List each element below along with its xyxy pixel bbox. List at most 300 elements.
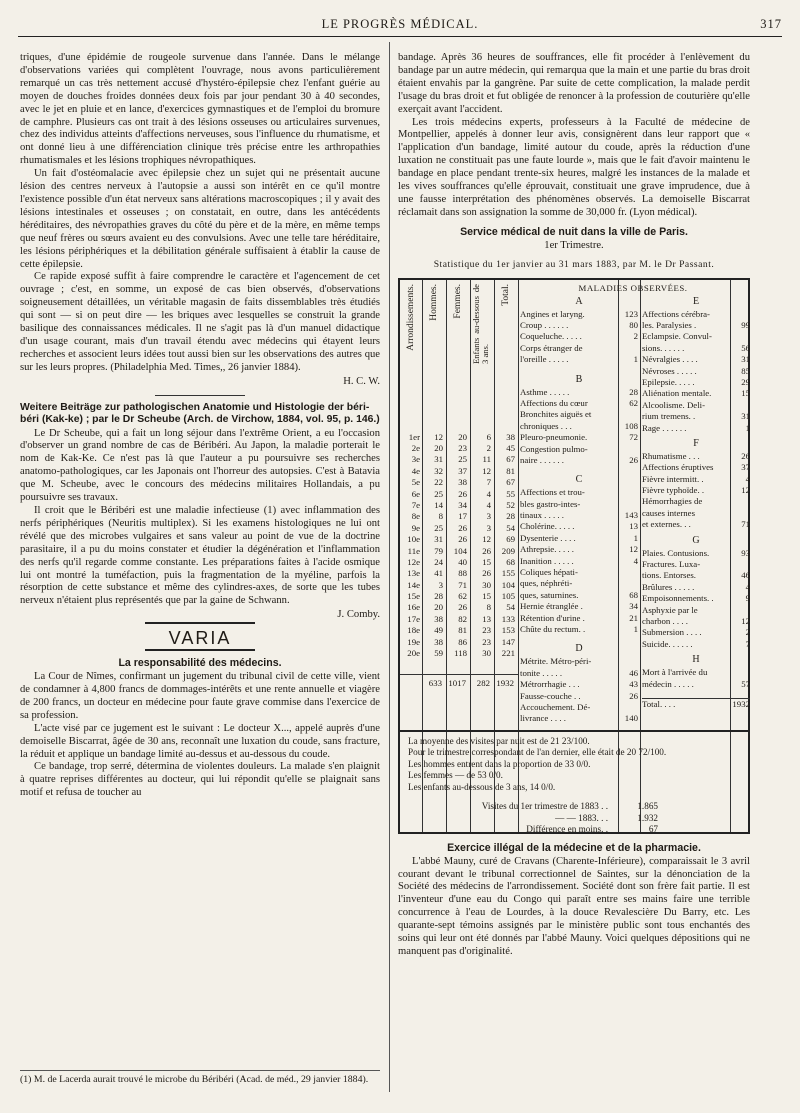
total-cell: 52 — [506, 499, 515, 510]
total-cell: 69 — [506, 534, 515, 545]
summary-line: Pour le trimestre correspondant de l'an dernier, elle était de 20 72/100. — [408, 747, 667, 758]
arrondissement-cell: 1er — [408, 431, 420, 442]
disease-count — [618, 567, 638, 578]
disease-name: Submersion . . . . — [642, 627, 702, 638]
hommes-cell: 25 — [434, 522, 443, 533]
visits-label: Visites du 1er trimestre de 1883 . . — [481, 801, 608, 812]
disease-count: 80 — [629, 319, 638, 330]
grand-total-hommes: 633 — [428, 677, 442, 688]
femmes-cell: 20 — [458, 431, 467, 442]
disease-count: 99 — [741, 319, 750, 330]
varia-rule-bottom — [145, 649, 255, 651]
enfants-cell: 23 — [482, 625, 491, 636]
disease-count: 7 — [745, 638, 750, 649]
visits-label: — — 1883. . . — [555, 812, 608, 823]
total-cell: 155 — [501, 568, 515, 579]
total-cell: 55 — [506, 488, 515, 499]
disease-name: Fièvre typhoïde. . — [642, 485, 705, 496]
disease-count: 12 — [629, 544, 638, 555]
disease-name: Pleuro-pneumonie. — [520, 432, 588, 443]
total-cell: 81 — [506, 465, 515, 476]
disease-name: Aliénation mentale. — [642, 388, 712, 399]
disease-row — [520, 343, 638, 354]
enfants-cell: 2 — [486, 442, 491, 453]
statistique-line: Statistique du 1er janvier au 31 mars 1883, par M. le Dr Passant. — [433, 258, 715, 270]
summary-line: Les femmes — de 53 0/0. — [408, 770, 503, 781]
enfants-cell: 3 — [486, 522, 491, 533]
disease-name: Névroses . . . . . — [642, 365, 697, 376]
total-cell: 153 — [501, 625, 515, 636]
right-paragraph-1: bandage. Après 36 heures de souffrances, elle fit procéder à l'enlèvement du bandage par un autre médecin, qui remarqua que la main et une partie du bras droit étaient envahis par la gangrène. Par suite de cette complication, la malade perdit l'usage du bras droit et fut obligée de renoncer à la profession de couturière qu'elle exerçait avant l'accident. — [398, 52, 750, 115]
disease-count: 71 — [741, 519, 750, 530]
disease-name: Affections du cœur — [520, 397, 588, 408]
disease-row — [520, 544, 638, 555]
enfants-cell: 3 — [486, 511, 491, 522]
group-spacer — [520, 466, 638, 474]
disease-name: ques, saturnines. — [520, 589, 579, 600]
disease-count: 72 — [629, 432, 638, 443]
disease-count: 1 — [633, 623, 638, 634]
total-values — [495, 432, 515, 660]
disease-count — [730, 309, 750, 320]
table-summary — [400, 730, 748, 840]
disease-name: naire . . . . . . — [520, 454, 564, 465]
disease-row — [520, 601, 638, 612]
left-paragraph-4: Le Dr Scheube, qui a fait un long séjour dans l'extrême Orient, a eu l'occasion d'observer un grand nombre de cas de Béribéri. Au Japon, la maladie porterait le nom de Kak-Ke. Ce n'est pas là que l'auteur a pu poursuivre ses recherches anatomo-pathologiques, car les Japonais ont l'horreur des autopsies. C'est à Batavia que M. Scheube, avec le concours des médecins militaires Hollandais, a pu poursuivre ses travaux. — [20, 427, 380, 504]
disease-row — [520, 432, 638, 443]
maladies-a-d — [520, 296, 638, 725]
trimestre-label: 1er Trimestre. — [544, 239, 604, 251]
disease-name: Croup . . . . . . — [520, 319, 569, 330]
total-cell: 54 — [506, 602, 515, 613]
disease-count — [618, 409, 638, 420]
disease-count — [730, 496, 750, 507]
femmes-cell: 86 — [458, 636, 467, 647]
disease-count: 123 — [624, 308, 638, 319]
enfants-cell: 26 — [482, 545, 491, 556]
disease-count: 62 — [629, 397, 638, 408]
disease-count: 29 — [741, 376, 750, 387]
disease-count — [730, 667, 750, 678]
disease-count — [730, 331, 750, 342]
femmes-values — [447, 432, 467, 660]
total-cell: 105 — [501, 591, 515, 602]
left-paragraph-5: Il croit que le Béribéri est une maladie infectieuse (1) avec inflammation des nerfs périphériques (Neuritis multiplex). Si les examens histologiques ne lui ont révélé que des microbes vulgaires et sans valeur au point de vue de la doctrine parasitaire, il a pu du moins constater et étudier la dégénération et l'inflammation des nerfs qu'il regarde comme constante. Les préparations faites à l'acide osmique lui ont montré la tuméfaction, puis la fragmentation de la myéline, parfois la résorption de cette substance et même des cylindres-axes, de sorte que les tubes nerveux n'étaient plus représentés que par la gaine de Schwann. — [20, 505, 380, 607]
femmes-cell: 88 — [458, 568, 467, 579]
disease-count: 31 — [741, 411, 750, 422]
disease-name: Corps étranger de — [520, 342, 583, 353]
femmes-cell: 37 — [458, 465, 467, 476]
disease-name: Asphyxie par le — [642, 604, 698, 615]
disease-count: 68 — [629, 589, 638, 600]
disease-name: Affections éruptives — [642, 462, 714, 473]
femmes-cell: 71 — [458, 579, 467, 590]
visits-value: 1.865 — [637, 801, 658, 812]
enfants-cell: 30 — [482, 579, 491, 590]
femmes-cell: 40 — [458, 556, 467, 567]
disease-count: 43 — [629, 679, 638, 690]
disease-row — [520, 679, 638, 690]
visits-row — [408, 801, 740, 813]
disease-row — [642, 331, 750, 342]
varia-heading: VARIA — [168, 628, 232, 649]
femmes-cell: 34 — [458, 499, 467, 510]
disease-count — [730, 400, 750, 411]
disease-name: Chûte du rectum. . — [520, 623, 586, 634]
visits-row — [408, 824, 740, 836]
disease-name: Empoisonnements. . — [642, 593, 714, 604]
group-letter: D — [575, 643, 583, 655]
left-paragraph-6: La Cour de Nîmes, confirmant un jugement du tribunal civil de cette ville, vient de condamner à 4,800 francs de dommages-intérêts et une rente annuelle et viagère de 200 francs, un docteur en médecine pour faute grave commise dans l'exercice de sa profession. — [20, 671, 380, 721]
disease-count — [618, 487, 638, 498]
disease-name: Mort à l'arrivée du — [642, 667, 708, 678]
arrondissement-cell: 8e — [411, 511, 420, 522]
arrondissement-cell: 7e — [411, 499, 420, 510]
arrondissement-cell: 17e — [407, 613, 420, 624]
disease-count — [618, 702, 638, 713]
total-cell: 54 — [506, 522, 515, 533]
disease-name: Coqueluche. . . . . — [520, 331, 582, 342]
disease-count: 2 — [633, 331, 638, 342]
total-cell: 147 — [501, 636, 515, 647]
disease-row — [642, 605, 750, 616]
enfants-cell: 15 — [482, 591, 491, 602]
arrondissement-cell: 20e — [407, 648, 420, 659]
group-spacer — [642, 690, 750, 698]
hommes-cell: 22 — [434, 477, 443, 488]
disease-row — [642, 582, 750, 593]
left-paragraph-3: Ce rapide exposé suffit à faire comprendre le caractère et l'agencement de cet ouvrage ; c'est, en somme, un exposé de cas bien observés, d'observations soigneusement détaillées, un véritable magasin de faits dissemblables très étudiés qui sont — si on peut dire — les briques avec lesquelles se construit la grande basilique des connaissances médicales. Il ne s'agit pas là d'un manuel didactique d'un usage courant, mais d'un travail étendu avec médecins qui étayent leurs recherches et associent leurs idées tout aussi bien sur les observations des autres que sur les leurs propres. (Philadelphia Med. Times,, 26 janvier 1884). — [20, 271, 380, 373]
visits-row — [408, 813, 740, 825]
disease-name: Athrepsie. . . . . — [520, 544, 574, 555]
femmes-cell: 62 — [458, 591, 467, 602]
total-cell: 38 — [506, 431, 515, 442]
disease-name: Hernie étranglée . — [520, 601, 583, 612]
disease-row — [642, 462, 750, 473]
arrondissement-cell: 16e — [407, 602, 420, 613]
disease-row — [642, 388, 750, 399]
disease-count: 1 — [745, 422, 750, 433]
enfants-cell: 4 — [486, 488, 491, 499]
disease-name: tinaux . . . . . — [520, 510, 564, 521]
summary-line: Les enfants au-dessous de 3 ans, 14 0/0. — [408, 781, 556, 792]
arrondissement-cell: 3e — [411, 454, 420, 465]
left-paragraph-1: triques, d'une épidémie de rougeole survenue dans l'année. Dans le mélange d'observations variées qui complètent l'ouvrage, nous avons particulièrement remarqué un cas très nettement accusé d'hystéro-épilepsie chez l'enfant guérie au moyen de douches froides données deux fois par jour pendant 30 à 40 secondes, avec le jet en pluie et en lance, d'exercices gymnastiques et de l'emploi du bromure de camphre. Plusieurs cas ont trait à des lésions osseuses ou articulaires survenues, chez des individus atteints d'affections nerveuses, sous l'influence du rhumatisme, et ont donné lieu à une différenciation clinique très précise entre les arthropathies rhumatismales et les lésions trophiques névropathiques. — [20, 52, 380, 167]
disease-name: Inanition . . . . . — [520, 555, 574, 566]
disease-row — [642, 423, 750, 434]
disease-row — [642, 343, 750, 354]
beriberi-article-title: Weitere Beiträge zur pathologischen Anatomie und Histologie der béri-béri (Kak-ke) ; par le Dr Scheube (Arch. de Virchow, 1884, vol. 95, p. 146.) — [20, 401, 380, 425]
right-paragraph-3: L'abbé Mauny, curé de Cravans (Charente-Inférieure), comparaissait le 3 avril courant devant le tribunal correctionnel de Saintes, sur la dénonciation de la Société des médecins de l'arrondissement. Société dont son frère fait partie. Il est l'inventeur d'une eau du Congo qui paraît entre ses mains faire une terrible concurrence à l'eau de Lourdes, à la douce Revalescière Du Barry, etc. Les quarante-sept témoins assignés par le ministère public sont tous enchantés des soins qui leur ont été donnés par l'abbé Mauny. Voici quelques dépositions qui ne manquent pas d'originalité. — [398, 855, 750, 957]
hommes-cell: 24 — [434, 556, 443, 567]
disease-name: sions. . . . . . — [642, 342, 685, 353]
enfants-cell: 30 — [482, 648, 491, 659]
disease-row — [520, 624, 638, 635]
disease-name: Affections cérébra- — [642, 308, 710, 319]
femmes-cell: 17 — [458, 511, 467, 522]
disease-total-value: 1932 — [732, 698, 750, 709]
left-paragraph-7: L'acte visé par ce jugement est le suivant : Le docteur X..., appelé auprès d'une demoiselle Biscarrat, âgée de 30 ans, reconnaît une luxation du coude, sans fracture, la réduit et applique un bandage limité au-dessus et au-dessous du coude. — [20, 722, 380, 760]
statistics-table — [398, 278, 750, 834]
enfants-cell: 7 — [486, 477, 491, 488]
total-cell: 45 — [506, 442, 515, 453]
disease-row — [642, 400, 750, 411]
disease-name: Fractures. Luxa- — [642, 559, 701, 570]
disease-count: 31 — [741, 354, 750, 365]
disease-count: 85 — [741, 365, 750, 376]
disease-count — [730, 508, 750, 519]
femmes-cell: 82 — [458, 613, 467, 624]
header-femmes: Femmes. — [453, 283, 463, 319]
disease-row — [520, 331, 638, 342]
disease-name: charbon . . . . — [642, 615, 688, 626]
disease-name: Métrite. Métro-péri- — [520, 656, 592, 667]
disease-count: 143 — [624, 510, 638, 521]
arrondissement-cell: 11e — [407, 545, 420, 556]
disease-name: Hémorrhagies de — [642, 496, 703, 507]
header-total: Total. — [501, 283, 511, 306]
grand-total-enfants: 282 — [476, 677, 490, 688]
maladies-title: MALADIES OBSERVÉES. — [578, 282, 688, 293]
disease-row — [642, 667, 750, 678]
disease-row — [642, 366, 750, 377]
arrondissement-cell: 18e — [407, 625, 420, 636]
group-letter: C — [575, 474, 583, 486]
arrondissement-cell: 6e — [411, 488, 420, 499]
hommes-cell: 38 — [434, 613, 443, 624]
enfants-cell: 11 — [482, 454, 491, 465]
disease-name: les. Paralysies . — [642, 319, 697, 330]
disease-name: Eclampsie. Convul- — [642, 331, 712, 342]
arrondissement-cell: 9e — [411, 522, 420, 533]
header-hommes: Hommes. — [429, 283, 439, 321]
disease-name: et externes. . . — [642, 519, 691, 530]
total-cell: 28 — [506, 511, 515, 522]
disease-row — [642, 593, 750, 604]
disease-count — [618, 343, 638, 354]
disease-row — [520, 487, 638, 498]
right-paragraph-2: Les trois médecins experts, professeurs à la Faculté de médecine de Montpellier, appelés à donner leur avis, consignèrent dans leur rapport que « l'application d'un bandage, limité autour du coude, après la réduction d'une luxation ne constituait pas une faute lourde », mais que le fait d'avoir maintenu le bandage en place pendant trente-six heures, malgré les instances de la malade et les vives souffrances qu'elle éprouvait, constituait une grave imprudence, due à une fausse interprétation des phénomènes observés. La demoiselle Biscarrat réclamait dans son assignation la somme de 30,000 fr. (Lyon médical). — [398, 116, 750, 218]
disease-row — [520, 521, 638, 532]
disease-row — [520, 691, 638, 702]
enfants-cell: 12 — [482, 534, 491, 545]
group-spacer — [520, 635, 638, 643]
hommes-cell: 31 — [434, 534, 443, 545]
disease-row — [520, 533, 638, 544]
visits-value: 67 — [648, 824, 658, 835]
disease-count: 57 — [741, 678, 750, 689]
disease-count: 13 — [629, 521, 638, 532]
disease-count: 93 — [741, 547, 750, 558]
header-enfants: Enfants au-dessous de 3 ans. — [471, 283, 490, 364]
visits-summary — [408, 801, 740, 836]
disease-row — [642, 377, 750, 388]
disease-name: Plaies. Contusions. — [642, 547, 710, 558]
disease-row — [520, 354, 638, 365]
visits-value: 1.932 — [637, 812, 658, 823]
disease-row — [520, 556, 638, 567]
enfants-cell: 13 — [482, 613, 491, 624]
enfants-values — [471, 432, 491, 660]
arrondissement-cell: 13e — [407, 568, 420, 579]
running-head — [18, 14, 782, 37]
disease-name: Coliques hépati- — [520, 567, 578, 578]
disease-row — [520, 510, 638, 521]
hommes-cell: 14 — [434, 499, 443, 510]
exercice-illegal-title: Exercice illégal de la médecine et de la pharmacie. — [447, 841, 701, 854]
hommes-cell: 8 — [438, 511, 443, 522]
hommes-cell: 20 — [434, 602, 443, 613]
disease-total-row — [642, 698, 750, 710]
disease-row — [520, 613, 638, 624]
disease-name: Rhumatisme . . . — [642, 450, 700, 461]
total-cell: 67 — [506, 477, 515, 488]
journal-title: LE PROGRÈS MÉDICAL. — [321, 17, 479, 31]
hommes-cell: 20 — [434, 442, 443, 453]
left-paragraph-2: Un fait d'ostéomalacie avec épilepsie chez un sujet qui ne présentait aucune lésion des centres nerveux à l'autopsie a aussi son intérêt en ce qu'il montre l'existence possible d'un état nerveux sans altérations macroscopiques ; il y avait des lésions intestinales et osseuses ; on constatait, en outre, dans les antécédents héréditaires, des névropathies graves du côté du père et de la mère, en même temps que neuf frères ou sœurs avaient eu des convulsions. Avec une telle tare héréditaire, les lésions périphériques et la débilitation générale suffisaient à établir la cause de cette épilepsie. — [20, 168, 380, 270]
disease-row — [642, 639, 750, 650]
femmes-cell: 38 — [458, 477, 467, 488]
disease-count: 2 — [745, 627, 750, 638]
group-spacer — [520, 366, 638, 374]
disease-row — [642, 616, 750, 627]
disease-name: médecin . . . . . — [642, 678, 694, 689]
disease-count: 4 — [745, 473, 750, 484]
page-number: 317 — [760, 17, 782, 31]
disease-row — [642, 548, 750, 559]
disease-name: tions. Entorses. — [642, 570, 697, 581]
disease-row — [642, 485, 750, 496]
disease-count: 108 — [624, 420, 638, 431]
hommes-values — [423, 432, 443, 660]
enfants-cell: 15 — [482, 556, 491, 567]
hommes-cell: 31 — [434, 454, 443, 465]
disease-name: Névralgies . . . . — [642, 354, 698, 365]
group-letter: A — [575, 295, 583, 307]
total-cell: 209 — [501, 545, 515, 556]
disease-count: 12 — [741, 615, 750, 626]
hommes-cell: 59 — [434, 648, 443, 659]
disease-row — [520, 409, 638, 420]
disease-row — [520, 499, 638, 510]
disease-name: causes internes — [642, 507, 696, 518]
disease-row — [642, 354, 750, 365]
group-letter: B — [575, 373, 583, 385]
left-column — [20, 52, 380, 800]
femmes-cell: 81 — [458, 625, 467, 636]
femmes-cell: 25 — [458, 454, 467, 465]
enfants-cell: 6 — [486, 431, 491, 442]
enfants-cell: 26 — [482, 568, 491, 579]
enfants-cell: 23 — [482, 636, 491, 647]
disease-row — [520, 590, 638, 601]
hommes-cell: 25 — [434, 488, 443, 499]
disease-row — [642, 451, 750, 462]
disease-name: livrance . . . . — [520, 713, 566, 724]
arr-values — [401, 432, 420, 660]
disease-count — [730, 559, 750, 570]
disease-row — [642, 320, 750, 331]
femmes-cell: 118 — [454, 648, 467, 659]
disease-row — [520, 713, 638, 724]
disease-count — [618, 578, 638, 589]
responsabilite-title: La responsabilité des médecins. — [118, 657, 282, 670]
total-cell: 221 — [501, 648, 515, 659]
signature-hcw: H. C. W. — [343, 375, 380, 387]
disease-row — [520, 387, 638, 398]
enfants-cell: 12 — [482, 465, 491, 476]
total-cell: 104 — [501, 579, 515, 590]
group-letter: E — [692, 295, 700, 307]
disease-row — [642, 496, 750, 507]
footnote: (1) M. de Lacerda aurait trouvé le microbe du Béribéri (Acad. de méd., 29 janvier 1884). — [20, 1070, 380, 1086]
disease-row — [642, 679, 750, 690]
enfants-cell: 4 — [486, 499, 491, 510]
disease-count — [730, 605, 750, 616]
disease-name: Asthme . . . . . — [520, 386, 570, 397]
disease-name: Rage . . . . . . — [642, 422, 687, 433]
disease-name: tonite . . . . . — [520, 667, 563, 678]
disease-count: 1 — [633, 532, 638, 543]
hommes-cell: 3 — [438, 579, 443, 590]
disease-count: 26 — [629, 690, 638, 701]
disease-count: 15 — [741, 388, 750, 399]
grand-total-femmes: 1017 — [448, 677, 466, 688]
disease-count: 26 — [629, 454, 638, 465]
disease-row — [520, 578, 638, 589]
visits-label: Différence en moins. . — [526, 824, 608, 835]
disease-row — [520, 702, 638, 713]
disease-total-label: Total. . . . — [642, 698, 676, 709]
disease-count — [618, 499, 638, 510]
disease-row — [642, 570, 750, 581]
header-arrondissements: Arrondissements. — [406, 283, 416, 351]
disease-name: Alcoolisme. Deli- — [642, 399, 706, 410]
disease-count: 9 — [745, 593, 750, 604]
disease-count: 46 — [629, 667, 638, 678]
disease-name: Accouchement. Dé- — [520, 701, 591, 712]
disease-count: 1 — [633, 354, 638, 365]
disease-count: 4 — [633, 555, 638, 566]
right-column — [398, 52, 750, 959]
disease-row — [520, 656, 638, 667]
disease-row — [642, 411, 750, 422]
disease-name: Cholérine. . . . . — [520, 521, 575, 532]
disease-name: Suicide. . . . . . — [642, 638, 693, 649]
arrondissement-cell: 12e — [407, 556, 420, 567]
disease-count: 37 — [741, 462, 750, 473]
hommes-cell: 49 — [434, 625, 443, 636]
disease-count: 12 — [741, 485, 750, 496]
hommes-cell: 79 — [434, 545, 443, 556]
disease-row — [520, 398, 638, 409]
arrondissement-cell: 14e — [407, 579, 420, 590]
disease-count: 21 — [629, 612, 638, 623]
disease-name: Affections et trou- — [520, 487, 585, 498]
disease-name: Epilepsie. . . . . — [642, 376, 695, 387]
disease-name: rium tremens. . — [642, 411, 696, 422]
femmes-cell: 23 — [458, 442, 467, 453]
femmes-cell: 26 — [458, 522, 467, 533]
hommes-cell: 12 — [434, 431, 443, 442]
disease-name: Angines et laryng. — [520, 308, 585, 319]
disease-count: 28 — [629, 386, 638, 397]
group-letter: G — [692, 534, 700, 546]
disease-row — [520, 421, 638, 432]
arrondissement-cell: 2e — [411, 442, 420, 453]
left-paragraph-8: Ce bandage, trop serré, détermina de violentes douleurs. La malade s'en plaignit à quatre reprises différentes au docteur, qui lui répondit qu'elle se plaignait sans motif et refusa de toucher au — [20, 761, 380, 799]
group-letter: H — [692, 654, 700, 666]
